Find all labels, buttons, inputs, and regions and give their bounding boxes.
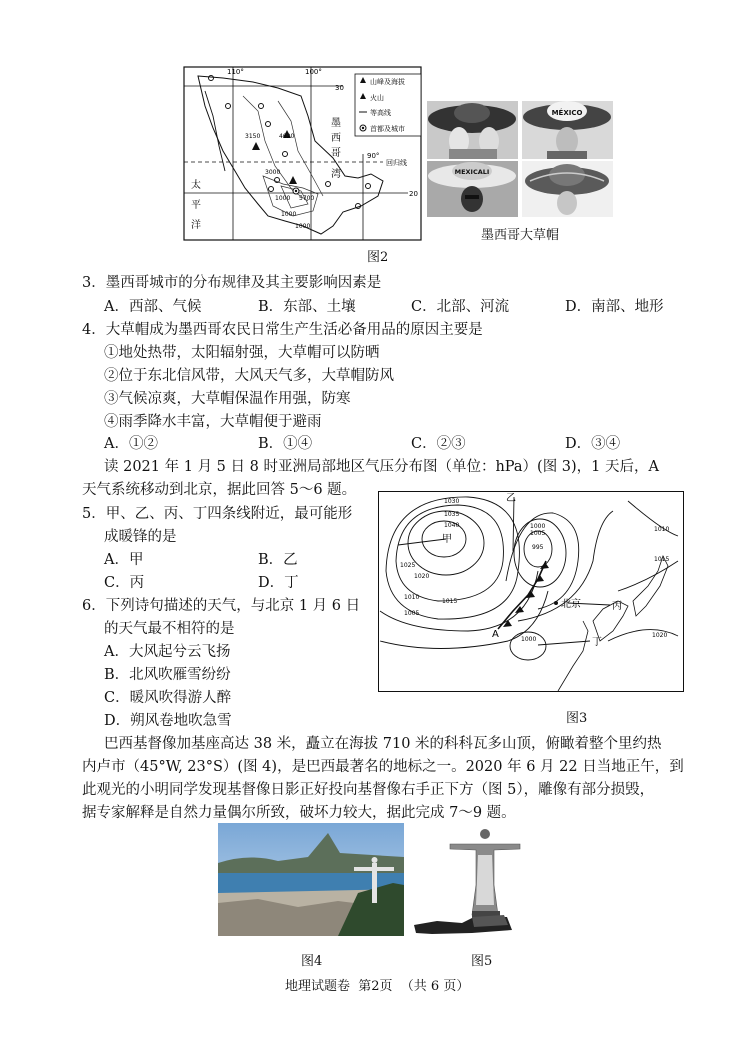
pressure-map <box>378 491 684 692</box>
q5-option-a[interactable]: A．甲 <box>104 552 144 568</box>
q3-stem: 3．墨西哥城市的分布规律及其主要影响因素是 <box>82 275 382 291</box>
intro3-line-2: 内卢市（45°W, 23°S）(图 4)，是巴西最著名的地标之一。2020 年 6 月 22 日当地正午，到 <box>82 759 684 775</box>
label-a: A <box>492 629 499 640</box>
isobar-1020-r: 1020 <box>652 632 668 639</box>
q6-stem-1: 6．下列诗句描述的天气，与北京 1 月 6 日 <box>82 598 361 614</box>
q3-option-a[interactable]: A．西部、气候 <box>104 299 202 315</box>
fig3-caption: 图3 <box>566 711 588 726</box>
q3-option-b[interactable]: B．东部、土壤 <box>258 299 356 315</box>
hat-text-mexicali: MEXICALI <box>454 168 490 176</box>
gulf-char-4: 湾 <box>331 169 341 180</box>
label-jia: 甲 <box>442 534 452 545</box>
q4-option-b[interactable]: B．①④ <box>258 436 313 452</box>
gulf-char-2: 西 <box>331 133 341 144</box>
q6-stem-2: 的天气最不相符的是 <box>104 621 235 637</box>
elev-1000-b: 1000 <box>281 211 297 218</box>
q5-option-b[interactable]: B．乙 <box>258 552 298 568</box>
intro3-line-1: 巴西基督像加基座高达 38 米，矗立在海拔 710 米的科科瓦多山顶，俯瞰着整个里约热 <box>104 736 662 752</box>
q5-stem-2: 成暖锋的是 <box>104 529 177 545</box>
q4-stem: 4．大草帽成为墨西哥农民日常生产生活必备用品的原因主要是 <box>82 322 483 338</box>
sombrero-photo-1 <box>427 101 518 159</box>
isobar-1015: 1015 <box>442 598 458 605</box>
statue-shadow-figure <box>412 825 537 935</box>
q6-option-b[interactable]: B．北风吹雁雪纷纷 <box>104 667 231 683</box>
q3-option-d[interactable]: D．南部、地形 <box>565 299 664 315</box>
tropic-label: 回归线 <box>386 159 407 167</box>
isobar-1010-r: 1010 <box>654 526 670 533</box>
q4-item-1: ①地处热带，太阳辐射强，大草帽可以防晒 <box>104 345 380 361</box>
q4-option-c[interactable]: C．②③ <box>411 436 466 452</box>
isobar-1005-b: 1005 <box>530 530 546 537</box>
hat-caption: 墨西哥大草帽 <box>481 228 560 243</box>
elev-3000: 3000 <box>265 169 281 176</box>
rio-photo <box>218 823 404 936</box>
q4-item-2: ②位于东北信风带，大风天气多，大草帽防风 <box>104 368 394 384</box>
label-beijing: 北京 <box>561 599 581 610</box>
fig4-caption: 图4 <box>301 954 323 969</box>
elev-3150: 3150 <box>245 133 261 140</box>
pacific-char-3: 洋 <box>191 220 201 231</box>
isobar-1020: 1020 <box>414 573 430 580</box>
intro2-line-2: 天气系统移动到北京，据此回答 5～6 题。 <box>82 482 357 498</box>
q4-option-a[interactable]: A．①② <box>104 436 158 452</box>
lat-30-label: 30 <box>335 84 344 92</box>
intro3-line-4: 据专家解释是自然力量偶尔所致，破坏力较大，据此完成 7～9 题。 <box>82 805 516 821</box>
q4-option-d[interactable]: D．③④ <box>565 436 621 452</box>
q6-option-c[interactable]: C．暖风吹得游人醉 <box>104 690 232 706</box>
isobar-1000-low: 1000 <box>521 636 537 643</box>
legend-city: 首都及城市 <box>370 125 405 133</box>
page-footer: 地理试题卷 第2页 （共 6 页） <box>285 979 470 994</box>
pacific-char-2: 平 <box>191 200 201 211</box>
isobar-1005: 1005 <box>404 610 420 617</box>
q4-item-3: ③气候凉爽，大草帽保温作用强，防寒 <box>104 391 351 407</box>
label-bing: 丙 <box>612 601 622 612</box>
hat-text-mexico: MÉXICO <box>551 109 583 117</box>
isobar-1035: 1035 <box>444 511 460 518</box>
fig5-caption: 图5 <box>471 954 493 969</box>
isobar-1030: 1030 <box>444 498 460 505</box>
lat-20-label: 20 <box>409 190 418 198</box>
label-yi: 乙 <box>506 493 516 504</box>
q5-option-c[interactable]: C．丙 <box>104 575 145 591</box>
label-ding: 丁 <box>592 637 602 648</box>
gulf-char-3: 哥 <box>331 148 341 159</box>
elev-1000-a: 1000 <box>275 195 291 202</box>
isobar-1015-r: 1015 <box>654 556 670 563</box>
legend-volcano: 火山 <box>370 94 384 102</box>
pacific-char-1: 太 <box>191 180 201 191</box>
elev-5700: 5700 <box>299 195 315 202</box>
legend-contour: 等高线 <box>370 109 391 117</box>
intro2-line-1: 读 2021 年 1 月 5 日 8 时亚洲局部地区气压分布图（单位：hPa）(图 3)，1 天后，A <box>104 459 659 475</box>
intro3-line-3: 此观光的小明同学发现基督像日影正好投向基督像右手正下方（图 5），雕像有部分损毁， <box>82 782 655 798</box>
elev-1000-c: 1000 <box>295 223 311 230</box>
q4-item-4: ④雨季降水丰富，大草帽便于避雨 <box>104 414 322 430</box>
isobar-995: 995 <box>532 544 544 551</box>
isobar-1040: 1040 <box>444 522 460 529</box>
lon-110-label: 110° <box>227 68 244 76</box>
q6-option-d[interactable]: D．朔风卷地吹急雪 <box>104 713 232 729</box>
q5-option-d[interactable]: D．丁 <box>258 575 299 591</box>
lon-100-label: 100° <box>305 68 322 76</box>
gulf-char-1: 墨 <box>331 118 341 129</box>
fig2-caption: 图2 <box>367 250 389 265</box>
isobar-1010: 1010 <box>404 594 420 601</box>
elev-4620: 4620 <box>279 133 295 140</box>
lon-90-label: 90° <box>367 152 380 160</box>
q3-option-c[interactable]: C．北部、河流 <box>411 299 510 315</box>
sombrero-photo-2 <box>522 101 613 159</box>
isobar-1000: 1000 <box>530 523 546 530</box>
sombrero-photo-4 <box>522 161 613 217</box>
isobar-1025: 1025 <box>400 562 416 569</box>
legend-peak: 山峰及海拔 <box>370 78 405 86</box>
sombrero-photo-3 <box>427 161 518 217</box>
mexico-map <box>183 66 423 242</box>
q5-stem-1: 5．甲、乙、丙、丁四条线附近，最可能形 <box>82 506 353 522</box>
q6-option-a[interactable]: A．大风起兮云飞扬 <box>104 644 231 660</box>
